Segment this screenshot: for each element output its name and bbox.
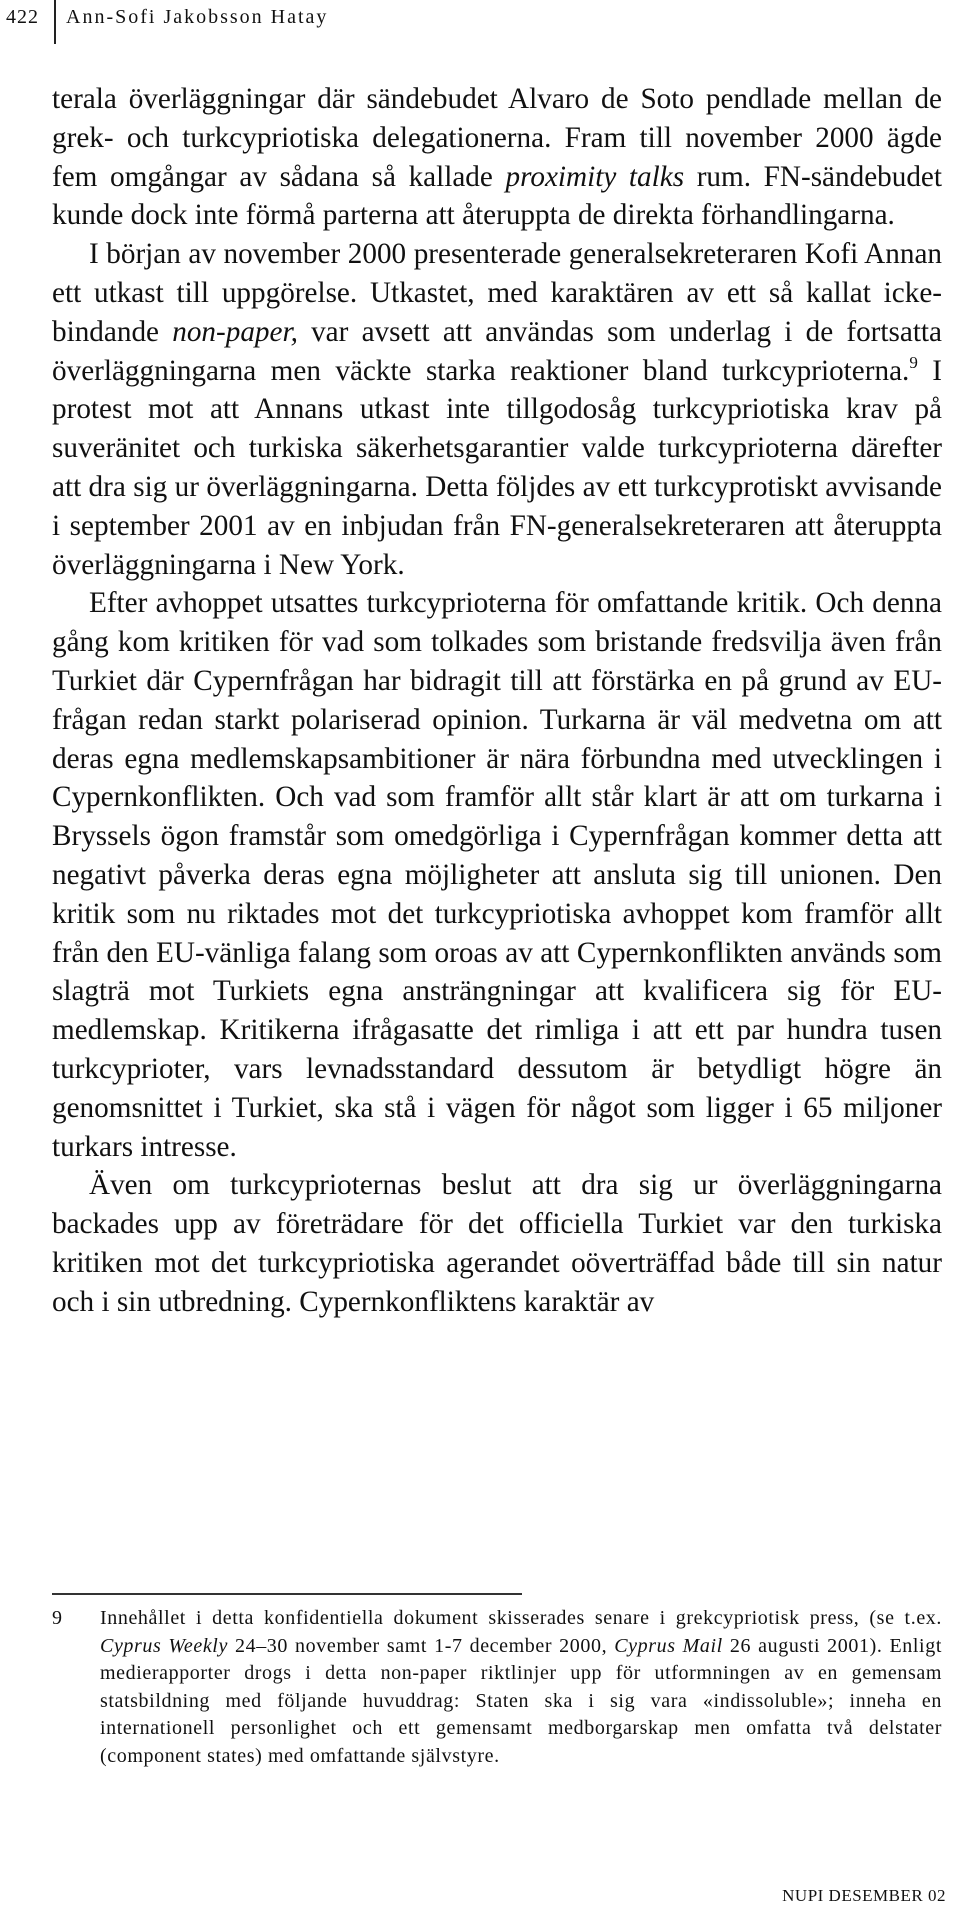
header-divider: [54, 0, 56, 44]
page-footer: NUPI DESEMBER 02: [782, 1886, 946, 1905]
footnote-divider: [52, 1593, 522, 1595]
footnote-text: [100, 1605, 942, 1770]
text-span: 24–30 november samt 1-7 december 2000,: [227, 1634, 615, 1657]
text-span: terala överläggningar där sändebudet Alvaro de Soto pendlade mellan de grek- och turkcypriotiska delegationerna. Fram till november 2000 ägde fem omgångar av sådana så kallade: [52, 83, 942, 193]
footnote-number: 9: [52, 1607, 63, 1629]
text-span: 26 augusti 2001). Enligt medierapporter drogs i detta non-paper riktlinjer upp för utformningen av en gemensam statsbildning med följande huvuddrag: Staten ska i sig vara «indissoluble»; inneha en internationell personlighet och ett gemensamt medborgarskap men omfatta två delstater (component states) med omfattande självstyre.: [100, 1634, 942, 1767]
paragraph-4: Även om turkcyprioternas beslut att dra sig ur överläggningarna backades upp av företrädare för det officiella Turkiet var den turkiska kritiken mot det turkcypriotiska agerandet oöverträffad både till sin natur och i sin utbredning. Cypernkonfliktens karaktär av: [52, 1169, 942, 1318]
italic-term: proximity talks: [505, 160, 685, 193]
paragraph-3: Efter avhoppet utsattes turkcyprioterna för omfattande kritik. Och denna gång kom kritiken för vad som tolkades som bristande fredsvilja även från Turkiet där Cypernfrågan har bidragit till att förstärka en på grund av EU-frågan redan starkt polariserad opinion. Turkarna är väl medvetna om att deras egna medlemskapsambitioner är nära förbundna med utvecklingen i Cypernkonflikten. Och vad som framför allt står klart är att om turkarna i Bryssels ögon framstår som omedgörliga i Cypernfrågan kommer detta att negativt påverka deras egna möjligheter att ansluta sig till unionen. Den kritik som nu riktades mot det turkcypriotiska avhoppet kom framför allt från den EU-vänliga falang som oroas av att Cypernkonflikten används som slagträ mot Turkiets egna ansträngningar att kvalificera sig för EU-medlemskap. Kritikerna ifrågasatte det rimliga i att ett par hundra tusen turkcyprioter, vars levnadsstandard dessutom är betydligt högre än genomsnittet i Turkiet, ska stå i vägen för något som ligger i 65 miljoner turkars intresse.: [52, 587, 942, 1163]
footnote: [52, 1605, 942, 1770]
page-number: 422: [6, 6, 39, 28]
text-span: Innehållet i detta konfidentiella dokument skisserades senare i grekcypriotisk press, (se t.ex.: [100, 1607, 942, 1629]
italic-title: Cyprus Mail: [614, 1634, 723, 1657]
page-header: [0, 0, 960, 48]
text-span: I protest mot att Annans utkast inte tillgodosåg turkcypriotiska krav på suveränitet och turkiska säkerhetsgarantier valde turkcyprioterna därefter att dra sig ur överläggningarna. Detta följdes av ett turkcyprotiskt avvisande i september 2001 av en inbjudan från FN-generalsekreteraren att återuppta överläggningarna i New York.: [52, 354, 942, 581]
body-text: [52, 80, 942, 1322]
text-span: var avsett att användas som underlag i de fortsatta överläggningarna men väckte starka reaktioner bland turkcyprioterna.: [52, 315, 942, 387]
footnote-reference[interactable]: 9: [909, 352, 918, 372]
text-span: rum. FN-sändebudet kunde dock inte förmå parterna att återuppta de direkta förhandlingarna.: [52, 160, 942, 232]
italic-term: non-paper,: [172, 315, 298, 348]
italic-title: Cyprus Weekly: [100, 1634, 228, 1657]
text-span: I början av november 2000 presenterade generalsekreteraren Kofi Annan ett utkast till uppgörelse. Utkastet, med karaktären av ett så kallat icke-bindande: [52, 238, 942, 348]
paragraph-2: [52, 235, 942, 584]
paragraph-1: [52, 80, 942, 235]
running-head: Ann-Sofi Jakobsson Hatay: [66, 6, 329, 28]
